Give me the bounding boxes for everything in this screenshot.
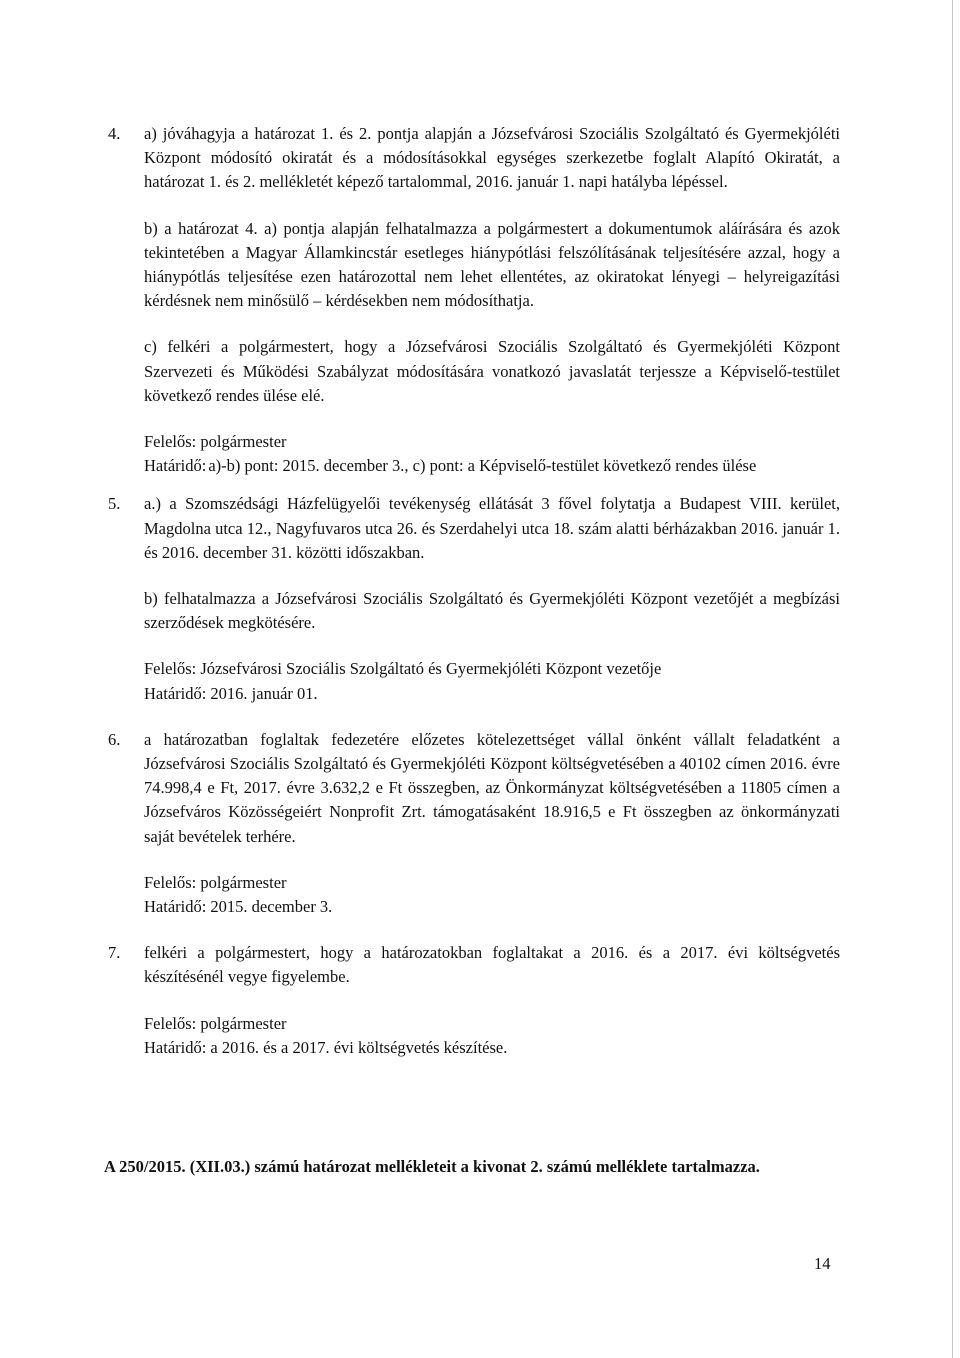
item7-text: felkéri a polgármestert, hogy a határozatokban foglaltakat a 2016. és a 2017. évi költségvetés készítésénél vegye figyelembe. [144,943,840,987]
item-number: 5. [108,494,121,514]
item6-text: a határozatban foglaltak fedezetére előzetes kötelezettséget vállal önként vállalt feladatként a Józsefvárosi Szociális Szolgáltató és Gyermekjóléti Központ költségvetésében a 40102 címen 2016. évre 74.998,4 e Ft, 2017. évre 3.632,2 e Ft összegben, az Önkormányzat költségvetésében a 11805 címen a Józsefváros Közösségeiért Nonprofit Zrt. támogatásaként 18.916,5 e Ft összegben az önkormányzati saját bevételek terhére. [144,729,840,846]
resolution-item-7 [108,941,840,1060]
scan-edge-line [952,0,953,1358]
item-number: 4. [108,124,121,143]
item6-responsible: Felelős: polgármester [144,872,287,892]
item4-responsible: Felelős: polgármester [144,432,287,452]
item4-point-b: b) a határozat 4. a) pontja alapján felhatalmazza a polgármestert a dokumentumok aláírására és azok tekintetében a Magyar Államkincstár esetleges hiánypótlási felszólításának teljesítésére azzal, hogy a hiánypótlás teljesítése ezen határozottal nem lehet ellentétes, az okiratokat lényegi – helyreigazítási kérdésnek nem minősülő – kérdésekben nem módosíthatja. [144,218,840,311]
annex-summary: A 250/2015. (XII.03.) számú határozat mellékleteit a kivonat 2. számú melléklete tartalmazza. [104,1157,760,1176]
resolution-item-6 [108,728,840,919]
item6-deadline: Határidő: 2015. december 3. [144,897,333,917]
item-number: 7. [108,943,121,963]
item5-responsible: Felelős: Józsefvárosi Szociális Szolgáltató és Gyermekjóléti Központ vezetője [144,659,662,679]
item7-deadline: Határidő: a 2016. és a 2017. évi költségvetés készítése. [144,1037,508,1057]
document-body [108,122,840,1060]
item5-point-b: b) felhatalmazza a Józsefvárosi Szociális Szolgáltató és Gyermekjóléti Központ vezetőjét a megbízási szerződések megkötésére. [144,589,840,633]
resolution-item-4 [108,122,840,478]
item4-deadline [144,454,840,478]
item7-responsible: Felelős: polgármester [144,1013,287,1033]
item5-point-a: a.) a Szomszédsági Házfelügyelői tevékenység ellátását 3 fővel folytatja a Budapest VIII. kerület, Magdolna utca 12., Nagyfuvaros utca 26. és Szerdahelyi utca 18. szám alatti bérházakban 2016. január 1. és 2016. december 31. közötti időszakban. [144,494,840,562]
deadline-value: a)-b) pont: 2015. december 3., c) pont: a Képviselő-testület következő rendes ülése [208,456,757,476]
item4-point-a: a) jóváhagyja a határozat 1. és 2. pontja alapján a Józsefvárosi Szociális Szolgáltató és Gyermekjóléti Központ módosító okiratát és a módosításokkal egységes szerkezetbe foglalt Alapító Okiratát, a határozat 1. és 2. mellékletét képező tartalommal, 2016. január 1. napi hatályba lépéssel. [144,124,840,192]
resolution-item-5 [108,492,840,705]
item4-point-c: c) felkéri a polgármestert, hogy a Józsefvárosi Szociális Szolgáltató és Gyermekjóléti Központ Szervezeti és Működési Szabályzat módosítására vonatkozó javaslatát terjessze a Képviselő-testület következő rendes ülése elé. [144,337,840,405]
item5-deadline: Határidő: 2016. január 01. [144,683,318,703]
deadline-label: Határidő: [144,456,207,476]
item-number: 6. [108,729,121,749]
page-number: 14 [814,1254,831,1273]
